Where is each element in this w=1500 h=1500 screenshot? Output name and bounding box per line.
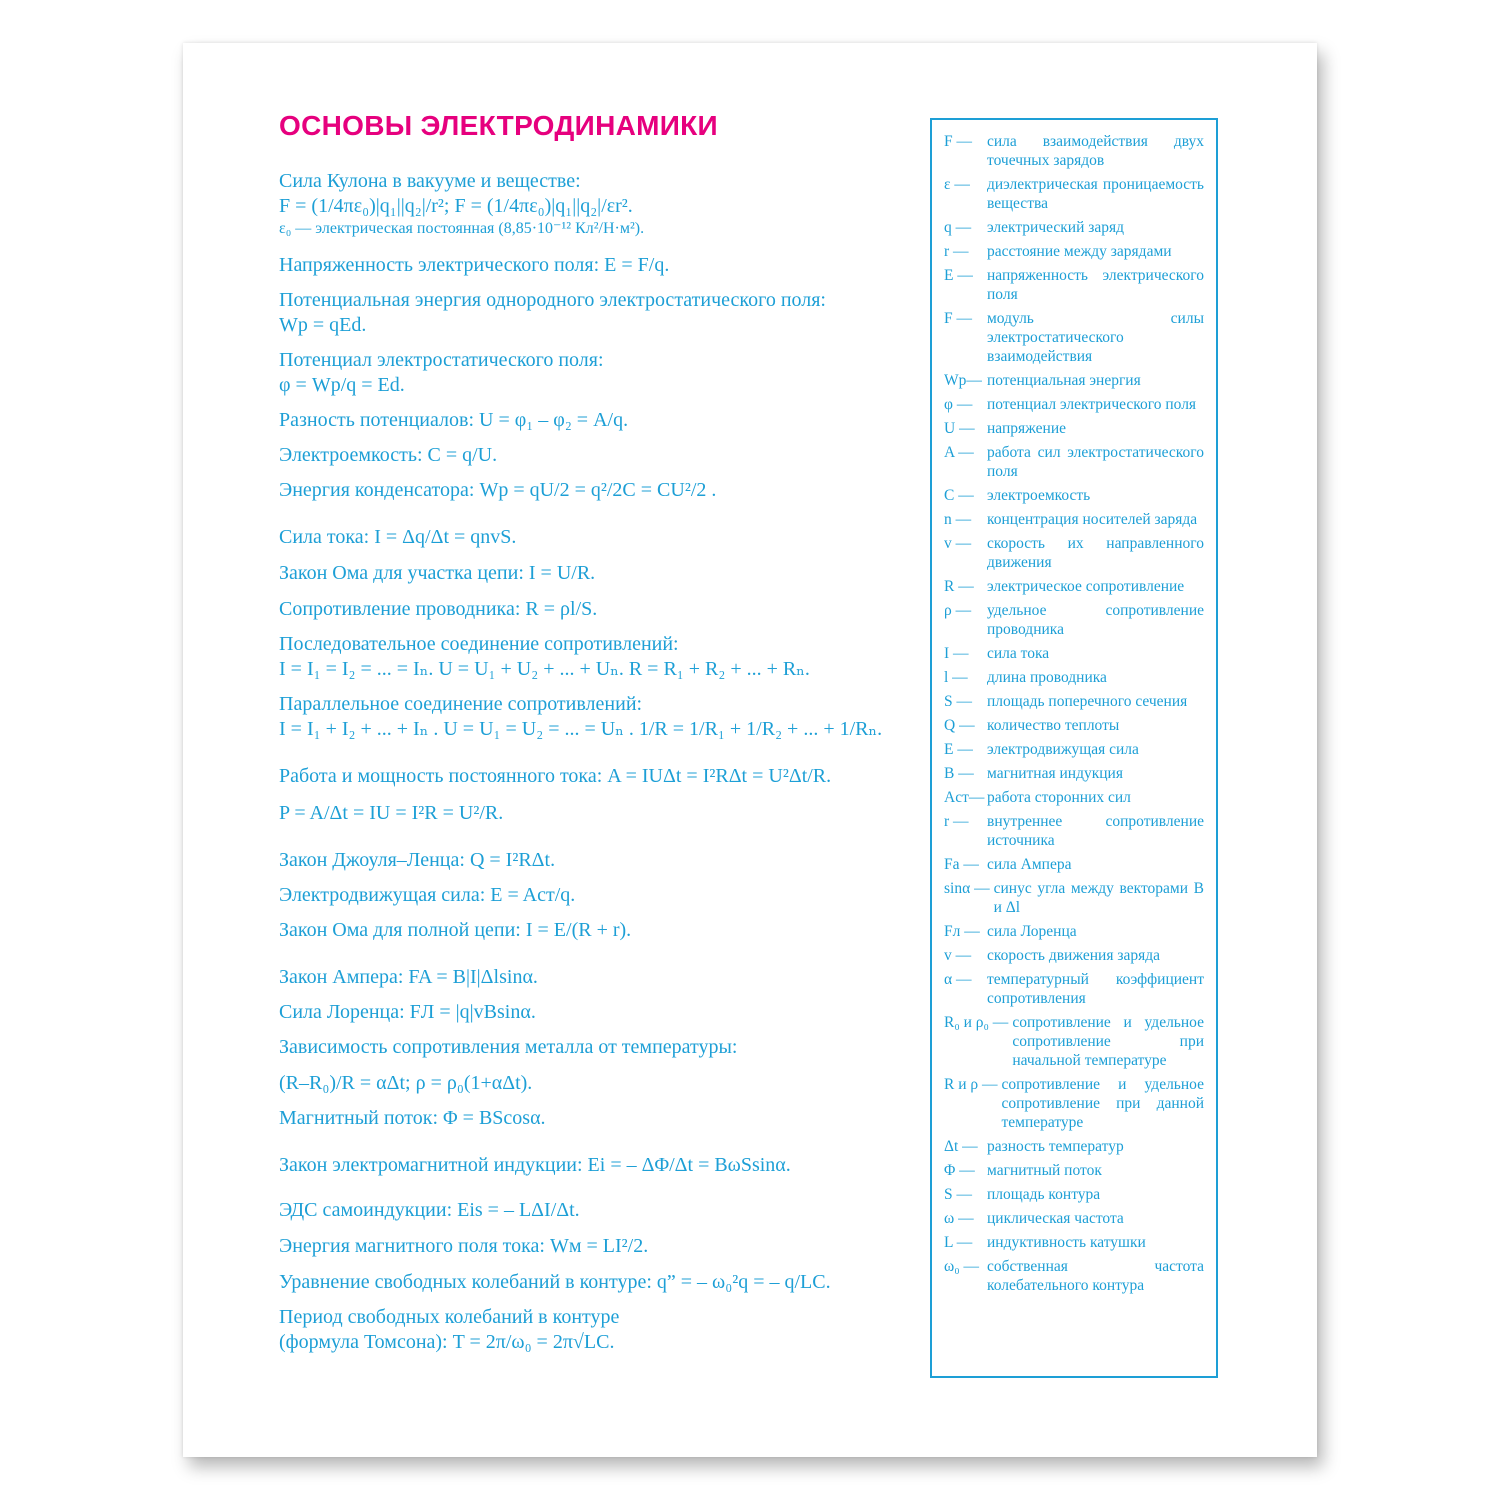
glossary-symbol: C — — [944, 487, 974, 504]
glossary-definition: циклическая частота — [987, 1210, 1124, 1227]
glossary-symbol: S — — [944, 1186, 972, 1203]
magnetic-energy: Энергия магнитного поля тока: Wм = LI²/2. — [279, 1235, 649, 1257]
period-label: Период свободных колебаний в контуре — [279, 1306, 620, 1328]
power-formula: P = A/Δt = IU = I²R = U²/R. — [279, 802, 504, 824]
glossary-definition: сила Лоренца — [987, 923, 1077, 940]
coulomb-formula: F = (1/4πε₀)|q₁||q₂|/r²; F = (1/4πε₀)|q₁||q₂|/εr². — [279, 195, 633, 217]
glossary-symbol: sinα — — [944, 880, 990, 897]
glossary-symbol: I — — [944, 645, 969, 662]
glossary-symbol: φ — — [944, 396, 973, 413]
glossary-item — [944, 1185, 1204, 1204]
glossary-definition: электрический заряд — [987, 219, 1125, 236]
glossary-symbol: U — — [944, 420, 975, 437]
glossary-symbol: ω₀ — — [944, 1258, 979, 1275]
glossary-definition: электрическое сопротивление — [987, 578, 1185, 595]
glossary-item — [944, 486, 1204, 505]
glossary-item — [944, 812, 1204, 850]
glossary-item — [944, 419, 1204, 438]
glossary-symbol: v — — [944, 535, 972, 552]
glossary-item — [944, 1013, 1204, 1070]
glossary-item — [944, 879, 1204, 917]
glossary-item — [944, 855, 1204, 874]
glossary-definition: электроемкость — [987, 487, 1091, 504]
glossary-item — [944, 266, 1204, 304]
resistance-temp-formula: (R–R₀)/R = αΔt; ρ = ρ₀(1+αΔt). — [279, 1072, 533, 1094]
ohm-full: Закон Ома для полной цепи: I = E/(R + r). — [279, 919, 632, 941]
oscillation-equation: Уравнение свободных колебаний в контуре: q” = – ω₀²q = – q/LC. — [279, 1271, 831, 1293]
glossary-item — [944, 510, 1204, 529]
glossary-item — [944, 1233, 1204, 1252]
glossary-symbol: v — — [944, 947, 972, 964]
glossary-symbol: L — — [944, 1234, 973, 1251]
coulomb-note: ε₀ — электрическая постоянная (8,85·10⁻¹² Кл²/Н·м²). — [279, 220, 645, 237]
glossary-item — [944, 1075, 1204, 1132]
glossary-item — [944, 242, 1204, 261]
glossary-item — [944, 1257, 1204, 1295]
glossary-item — [944, 716, 1204, 735]
glossary-item — [944, 788, 1204, 807]
lorentz: Сила Лоренца: FЛ = |q|vBsinα. — [279, 1001, 536, 1023]
self-induction: ЭДС самоиндукции: Eis = – LΔI/Δt. — [279, 1199, 580, 1221]
glossary-symbol: E — — [944, 267, 973, 284]
glossary-item — [944, 922, 1204, 941]
glossary-definition: диэлектрическая проницаемость вещества — [987, 176, 1204, 212]
parallel-label: Параллельное соединение сопротивлений: — [279, 693, 643, 715]
resistance: Сопротивление проводника: R = ρl/S. — [279, 598, 598, 620]
glossary-item — [944, 1161, 1204, 1180]
glossary-symbol: Wp— — [944, 372, 982, 389]
glossary-definition: площадь поперечного сечения — [987, 693, 1188, 710]
glossary-definition: собственная частота колебательного контура — [987, 1258, 1204, 1294]
coulomb-label: Сила Кулона в вакууме и веществе: — [279, 170, 581, 192]
glossary-symbol: ε — — [944, 176, 970, 193]
glossary-symbol: n — — [944, 511, 972, 528]
page-title: ОСНОВЫ ЭЛЕКТРОДИНАМИКИ — [279, 110, 718, 141]
glossary-definition: модуль силы электростатического взаимодействия — [987, 310, 1204, 365]
glossary-item — [944, 534, 1204, 572]
glossary-symbol: ρ — — [944, 602, 972, 619]
glossary-symbol: F — — [944, 133, 972, 150]
glossary-item — [944, 443, 1204, 481]
parallel-formula: I = I₁ + I₂ + ... + Iₙ . U = U₁ = U₂ = ... = Uₙ . 1/R = 1/R₁ + 1/R₂ + ... + 1/Rₙ. — [279, 718, 883, 740]
glossary-definition: напряженность электрического поля — [987, 267, 1204, 303]
glossary-item — [944, 175, 1204, 213]
glossary-definition: температурный коэффициент сопротивления — [987, 971, 1204, 1007]
glossary-symbol: A — — [944, 444, 974, 461]
potential-energy-label: Потенциальная энергия однородного электростатического поля: — [279, 289, 826, 311]
work-equation: A = IUΔt = I²RΔt = U²Δt/R. — [607, 765, 832, 787]
glossary-definition: удельное сопротивление проводника — [987, 602, 1204, 638]
glossary-definition: индуктивность катушки — [987, 1234, 1146, 1251]
glossary-definition: скорость их направленного движения — [987, 535, 1204, 571]
glossary-item — [944, 395, 1204, 414]
series-formula: I = I₁ = I₂ = ... = Iₙ. U = U₁ + U₂ + ... + Uₙ. R = R₁ + R₂ + ... + Rₙ. — [279, 658, 810, 680]
current: Сила тока: I = Δq/Δt = qnvS. — [279, 526, 517, 548]
glossary-definition: скорость движения заряда — [987, 947, 1160, 964]
glossary-item — [944, 740, 1204, 759]
glossary-definition: работа сил электростатического поля — [987, 444, 1204, 480]
glossary-item — [944, 371, 1204, 390]
glossary-symbol: Q — — [944, 717, 975, 734]
glossary-definition: разность температур — [987, 1138, 1124, 1155]
capacitor-energy: Энергия конденсатора: Wp = qU/2 = q²/2C = CU²/2 . — [279, 479, 717, 501]
glossary-definition: электродвижущая сила — [987, 741, 1139, 758]
glossary-definition: площадь контура — [987, 1186, 1101, 1203]
glossary-symbol: B — — [944, 765, 974, 782]
glossary-symbol: Δt — — [944, 1138, 978, 1155]
ohm-segment: Закон Ома для участка цепи: I = U/R. — [279, 562, 596, 584]
glossary-symbol: R и ρ — — [944, 1076, 998, 1093]
induction: Закон электромагнитной индукции: Ei = – ΔΦ/Δt = BωSsinα. — [279, 1154, 791, 1176]
glossary-definition: сила Ампера — [987, 856, 1072, 873]
emf: Электродвижущая сила: E = Aст/q. — [279, 884, 576, 906]
glossary-symbol: ω — — [944, 1210, 974, 1227]
glossary-symbol: R₀ и ρ₀ — — [944, 1014, 1009, 1031]
magnetic-flux: Магнитный поток: Φ = BScosα. — [279, 1107, 546, 1129]
glossary-definition: сила взаимодействия двух точечных зарядов — [987, 133, 1204, 169]
glossary-definition: расстояние между зарядами — [987, 243, 1172, 260]
ampere: Закон Ампера: FA = B|I|Δlsinα. — [279, 966, 538, 988]
glossary-item — [944, 668, 1204, 687]
glossary-definition: сопротивление и удельное сопротивление при данной температуре — [1001, 1076, 1204, 1131]
glossary-symbol: q — — [944, 219, 972, 236]
glossary-item — [944, 218, 1204, 237]
glossary-item — [944, 601, 1204, 639]
work-label: Работа и мощность постоянного тока: — [279, 765, 603, 787]
glossary-definition: потенциальная энергия — [987, 372, 1141, 389]
glossary-definition: магнитный поток — [987, 1162, 1102, 1179]
glossary-item — [944, 764, 1204, 783]
glossary-item — [944, 132, 1204, 170]
series-label: Последовательное соединение сопротивлений: — [279, 633, 679, 655]
glossary-symbol: l — — [944, 669, 968, 686]
glossary-symbol: E — — [944, 741, 973, 758]
glossary-item — [944, 970, 1204, 1008]
glossary-definition: напряжение — [987, 420, 1066, 437]
glossary-definition: концентрация носителей заряда — [987, 511, 1198, 528]
glossary-definition: внутреннее сопротивление источника — [987, 813, 1204, 849]
glossary-definition: сила тока — [987, 645, 1050, 662]
period-formula: (формула Томсона): T = 2π/ω₀ = 2π√LC. — [279, 1331, 615, 1353]
glossary-symbol: R — — [944, 578, 974, 595]
glossary-symbol: S — — [944, 693, 972, 710]
glossary-item — [944, 692, 1204, 711]
work-formula — [279, 764, 919, 789]
glossary-symbol: r — — [944, 813, 969, 830]
glossary-definition: синус угла между векторами B и Δl — [993, 880, 1204, 916]
glossary-symbol: Fл — — [944, 923, 980, 940]
joule-lenz: Закон Джоуля–Ленца: Q = I²RΔt. — [279, 849, 556, 871]
potential-difference: Разность потенциалов: U = φ₁ – φ₂ = A/q. — [279, 409, 629, 431]
potential-formula: φ = Wp/q = Ed. — [279, 374, 405, 396]
glossary-symbol: Aст— — [944, 789, 985, 806]
glossary-item — [944, 577, 1204, 596]
potential-label: Потенциал электростатического поля: — [279, 349, 604, 371]
glossary-definition: сопротивление и удельное сопротивление при начальной температуре — [1012, 1014, 1204, 1069]
glossary-item — [944, 644, 1204, 663]
glossary-item — [944, 1209, 1204, 1228]
glossary-definition: длина проводника — [987, 669, 1107, 686]
glossary-definition: работа сторонних сил — [987, 789, 1131, 806]
glossary-symbol: α — — [944, 971, 972, 988]
glossary-definition: магнитная индукция — [987, 765, 1123, 782]
field-strength: Напряженность электрического поля: E = F/q. — [279, 254, 670, 276]
glossary-symbol: Φ — — [944, 1162, 975, 1179]
glossary-symbol: F — — [944, 310, 972, 327]
potential-energy-formula: Wp = qEd. — [279, 314, 367, 336]
capacitance: Электроемкость: C = q/U. — [279, 444, 498, 466]
glossary-item — [944, 946, 1204, 965]
glossary-symbol: Fa — — [944, 856, 979, 873]
glossary-definition: количество теплоты — [987, 717, 1120, 734]
glossary-item — [944, 1137, 1204, 1156]
formula-list — [279, 165, 919, 1355]
glossary-symbol: r — — [944, 243, 969, 260]
glossary-item — [944, 309, 1204, 366]
glossary-box — [930, 118, 1218, 1378]
glossary-definition: потенциал электрического поля — [987, 396, 1197, 413]
resistance-temp-label: Зависимость сопротивления металла от температуры: — [279, 1036, 738, 1058]
